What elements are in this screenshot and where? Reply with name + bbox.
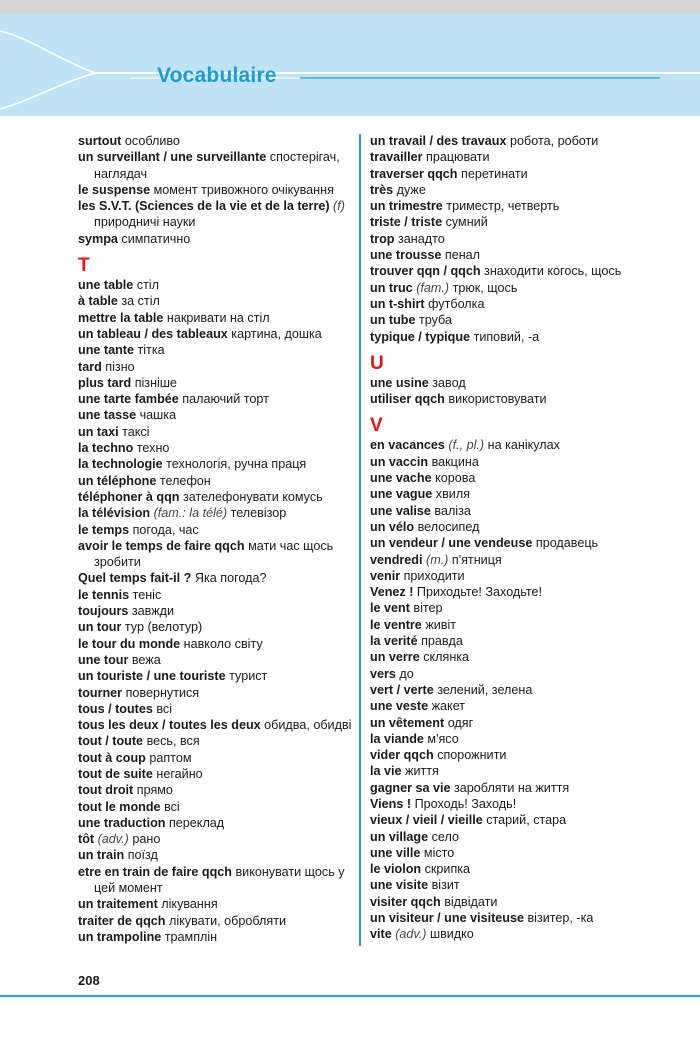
vocab-translation: негайно — [156, 766, 203, 781]
vocab-note: (adv.) — [395, 927, 427, 942]
vocab-entry — [78, 652, 356, 668]
vocab-entry — [370, 133, 670, 149]
vocab-term: trop — [370, 231, 395, 246]
vocab-entry — [78, 293, 356, 309]
footer-line — [0, 995, 700, 997]
vocab-entry — [370, 280, 670, 296]
vocab-entry — [78, 913, 356, 929]
vocab-translation: Проходь! Заходь! — [414, 796, 517, 811]
vocab-translation: правда — [421, 634, 463, 649]
vocab-translation: повернутися — [125, 685, 200, 700]
vocab-note: (fam.: la télé) — [153, 506, 228, 521]
vocab-translation: п'ятниця — [451, 552, 502, 567]
vocab-entry — [370, 666, 670, 682]
vocab-translation: заробляти на життя — [454, 780, 570, 795]
vocab-term: le ventre — [370, 617, 422, 632]
vocab-term: les S.V.T. (Sciences de la vie et de la terre) — [78, 199, 330, 214]
vocab-term: tard — [78, 359, 102, 374]
vocab-entry — [370, 796, 670, 812]
vocab-entry — [78, 489, 356, 505]
vocab-term: un tube — [370, 313, 416, 328]
vocab-translation: зелений, зелена — [437, 682, 533, 697]
vocab-entry — [78, 231, 356, 247]
vocab-translation: швидко — [429, 927, 474, 942]
vocab-entry — [78, 603, 356, 619]
vocab-entry — [78, 799, 356, 815]
vocab-entry — [370, 454, 670, 470]
vocab-translation: футболка — [428, 296, 485, 311]
vocab-term: gagner sa vie — [370, 780, 451, 795]
vocab-term: traverser qqch — [370, 166, 458, 181]
vocab-entry — [370, 698, 670, 714]
vocab-term: le temps — [78, 522, 130, 537]
vocab-translation: момент тривожного очікування — [153, 182, 334, 197]
vocab-term: en vacances — [370, 438, 445, 453]
vocab-entry — [78, 750, 356, 766]
vocab-translation: всі — [156, 701, 173, 716]
vocab-translation: одяг — [447, 715, 474, 730]
vocab-entry — [370, 829, 670, 845]
vocab-translation: на канікулах — [487, 438, 560, 453]
vocab-entry — [78, 133, 356, 149]
vocab-translation: всі — [164, 799, 180, 814]
vocab-translation: телевізор — [230, 506, 287, 521]
vocab-translation: візит — [431, 878, 460, 893]
vocab-term: un vaccin — [370, 454, 429, 469]
vocab-term: la vie — [370, 764, 402, 779]
vocab-entry — [78, 182, 356, 198]
vocab-entry — [370, 926, 670, 942]
vocab-translation: тітка — [137, 343, 165, 358]
vocab-translation: техно — [136, 441, 170, 456]
vocab-term: une valise — [370, 503, 431, 518]
vocab-term: un train — [78, 848, 125, 863]
vocabulary-column-right — [370, 133, 670, 943]
vocab-entry — [78, 733, 356, 749]
vocab-translation: пізно — [105, 359, 135, 374]
vocab-entry — [370, 715, 670, 731]
vocab-term: trouver qqn / qqch — [370, 264, 481, 279]
vocab-entry — [370, 568, 670, 584]
vocab-entry — [370, 296, 670, 312]
vocab-entry — [78, 847, 356, 863]
vocab-entry — [370, 470, 670, 486]
vocab-translation: вежа — [131, 652, 161, 667]
vocab-translation: технологія, ручна праця — [166, 457, 307, 472]
vocab-entry — [78, 636, 356, 652]
vocab-term: une traduction — [78, 815, 166, 830]
vocab-translation: триместр, четверть — [446, 199, 560, 214]
vocab-translation: вітер — [413, 601, 443, 616]
vocab-translation: прямо — [136, 783, 173, 798]
vocab-translation: м'ясо — [427, 731, 459, 746]
vocabulary-column-left — [78, 133, 356, 945]
vocab-entry — [78, 522, 356, 538]
vocab-term: un trampoline — [78, 929, 162, 944]
vocab-entry — [78, 766, 356, 782]
vocab-term: un trimestre — [370, 199, 443, 214]
vocab-term: typique / typique — [370, 329, 471, 344]
vocab-term: utiliser qqch — [370, 392, 445, 407]
vocab-note: (fam.) — [416, 280, 450, 295]
vocab-term: un vêtement — [370, 715, 445, 730]
vocab-term: un touriste / une touriste — [78, 669, 226, 684]
vocab-translation: весь, вся — [146, 734, 200, 749]
vocab-entry — [370, 894, 670, 910]
vocab-translation: зателефонувати комусь — [182, 489, 323, 504]
vocab-term: une tarte fambée — [78, 392, 179, 407]
vocab-entry — [78, 831, 356, 847]
vocab-term: une trousse — [370, 248, 442, 263]
vocab-term: un village — [370, 829, 429, 844]
vocab-entry — [370, 312, 670, 328]
vocab-translation: рано — [132, 832, 161, 847]
vocab-translation: переклад — [168, 815, 225, 830]
vocab-term: Venez ! — [370, 585, 414, 600]
vocab-term: un tableau / des tableaux — [78, 326, 228, 341]
vocab-term: un surveillant / une surveillante — [78, 150, 267, 165]
vocab-term: à table — [78, 294, 118, 309]
vocab-translation: Приходьте! Заходьте! — [416, 585, 542, 600]
vocab-translation: накривати на стіл — [166, 310, 270, 325]
vocab-entry — [370, 437, 670, 453]
vocab-entry — [370, 535, 670, 551]
vocab-term: travailler — [370, 150, 423, 165]
vocab-translation: Яка погода? — [194, 571, 267, 586]
vocab-note: (f., pl.) — [448, 438, 485, 453]
vocab-entry — [78, 505, 356, 521]
vocab-term: Quel temps fait-il ? — [78, 571, 192, 586]
vocab-term: sympa — [78, 231, 118, 246]
vocab-translation: живіт — [425, 617, 457, 632]
vocab-term: un truc — [370, 280, 413, 295]
top-strip — [0, 0, 700, 13]
vocab-entry — [78, 342, 356, 358]
vocab-translation: відвідати — [444, 894, 498, 909]
vocab-translation: трамплін — [164, 929, 218, 944]
vocab-entry — [78, 391, 356, 407]
vocab-term: un visiteur / une visiteuse — [370, 911, 524, 926]
vocab-term: un t-shirt — [370, 296, 425, 311]
vocab-term: une visite — [370, 878, 429, 893]
vocab-entry — [78, 782, 356, 798]
vocab-entry — [370, 780, 670, 796]
vocab-term: tout de suite — [78, 766, 153, 781]
vocab-entry — [78, 896, 356, 912]
vocab-term: venir — [370, 568, 401, 583]
vocab-entry — [370, 182, 670, 198]
vocab-translation: пізніше — [134, 375, 177, 390]
vocab-entry — [370, 391, 670, 407]
vocab-entry — [370, 600, 670, 616]
vocab-term: très — [370, 182, 394, 197]
vocab-term: un travail / des travaux — [370, 134, 507, 148]
vocab-entry — [78, 440, 356, 456]
vocab-entry — [78, 701, 356, 717]
vocab-term: une tante — [78, 343, 134, 358]
vocab-translation: поїзд — [127, 848, 158, 863]
vocab-translation: палаючий торт — [182, 392, 269, 407]
vocab-entry — [370, 861, 670, 877]
vocab-translation: перетинати — [461, 166, 528, 181]
vocab-term: une ville — [370, 845, 421, 860]
vocab-translation: труба — [418, 313, 452, 328]
vocab-entry — [78, 326, 356, 342]
vocab-translation: природничі науки — [94, 215, 196, 230]
vocab-entry — [78, 619, 356, 635]
vocab-translation: мати час щось зробити — [94, 538, 334, 570]
vocab-entry — [370, 486, 670, 502]
vocab-entry — [78, 685, 356, 701]
vocab-term: Viens ! — [370, 796, 412, 811]
vocab-translation: хвиля — [435, 487, 470, 502]
vocab-term: vider qqch — [370, 748, 434, 763]
vocab-translation: симпатично — [121, 231, 191, 246]
vocab-translation: місто — [423, 845, 455, 860]
vocab-entry — [78, 864, 356, 897]
vocab-translation: старий, стара — [486, 813, 567, 828]
vocab-translation: скрипка — [424, 862, 471, 877]
header-decoration — [0, 13, 700, 116]
vocab-translation: тур (велотур) — [124, 620, 203, 635]
vocab-entry — [370, 166, 670, 182]
vocab-translation: дуже — [396, 182, 426, 197]
vocab-entry — [370, 214, 670, 230]
vocab-entry — [370, 682, 670, 698]
vocab-term: une vache — [370, 471, 432, 486]
vocab-translation: знаходити когось, щось — [484, 264, 622, 279]
vocab-translation: життя — [405, 764, 439, 779]
vocab-entry — [78, 538, 356, 571]
vocab-translation: телефон — [159, 473, 211, 488]
vocab-entry — [370, 910, 670, 926]
vocab-term: un taxi — [78, 424, 119, 439]
vocab-entry — [370, 731, 670, 747]
vocab-note: (f) — [333, 199, 345, 214]
vocab-entry — [370, 375, 670, 391]
vocab-entry — [370, 763, 670, 779]
vocab-term: le violon — [370, 862, 422, 877]
vocab-translation: виконувати щось у цей момент — [94, 864, 345, 896]
vocab-term: tôt — [78, 832, 95, 847]
vocab-term: vieux / vieil / vieille — [370, 813, 483, 828]
vocab-entry — [78, 198, 356, 231]
vocab-term: un vélo — [370, 519, 415, 534]
vocab-translation: село — [431, 829, 459, 844]
vocab-translation: до — [399, 666, 414, 681]
vocab-term: téléphoner à qqn — [78, 489, 180, 504]
vocab-term: surtout — [78, 134, 122, 148]
vocab-term: mettre la table — [78, 310, 164, 325]
vocab-term: une tour — [78, 652, 129, 667]
vocab-term: un vendeur / une vendeuse — [370, 536, 533, 551]
vocab-translation: теніс — [132, 587, 162, 602]
vocab-entry — [370, 845, 670, 861]
vocab-entry — [78, 717, 356, 733]
vocab-translation: велосипед — [417, 519, 480, 534]
vocab-term: vers — [370, 666, 396, 681]
vocab-term: une table — [78, 278, 134, 293]
vocab-translation: склянка — [423, 650, 470, 665]
vocab-term: tout le monde — [78, 799, 161, 814]
vocab-entry — [370, 812, 670, 828]
vocab-entry — [370, 649, 670, 665]
page-number: 208 — [78, 973, 100, 988]
vocab-entry — [370, 503, 670, 519]
vocab-term: un traitement — [78, 897, 158, 912]
vocab-translation: пенал — [444, 248, 481, 263]
vocab-entry — [78, 815, 356, 831]
vocab-entry — [78, 587, 356, 603]
vocab-translation: сумний — [445, 215, 488, 230]
vocab-term: une tasse — [78, 408, 137, 423]
vocab-translation: занадто — [397, 231, 445, 246]
vocab-translation: продавець — [535, 536, 599, 551]
vocab-term: une usine — [370, 375, 429, 390]
vocab-translation: робота, роботи — [510, 134, 599, 148]
vocab-translation: чашка — [139, 408, 177, 423]
vocab-translation: візитер, -ка — [527, 911, 594, 926]
vocab-translation: типовий, -а — [473, 329, 540, 344]
vocab-translation: корова — [435, 471, 476, 486]
vocab-term: la télévision — [78, 506, 151, 521]
vocab-translation: приходити — [403, 568, 465, 583]
vocab-translation: жакет — [431, 699, 466, 714]
vocab-term: le suspense — [78, 182, 151, 197]
vocab-entry — [78, 473, 356, 489]
vocab-translation: турист — [229, 669, 268, 684]
vocab-translation: працювати — [426, 150, 490, 165]
column-divider — [359, 134, 361, 946]
vocab-term: vert / verte — [370, 682, 434, 697]
vocab-term: tout à coup — [78, 750, 146, 765]
vocab-term: une vague — [370, 487, 433, 502]
vocab-translation: картина, дошка — [231, 326, 322, 341]
vocab-term: vendredi — [370, 552, 423, 567]
vocab-term: tout / toute — [78, 734, 144, 749]
vocab-entry — [78, 407, 356, 423]
vocab-entry — [78, 570, 356, 586]
vocab-entry — [78, 310, 356, 326]
vocab-translation: погода, час — [132, 522, 199, 537]
vocab-translation: спорожнити — [437, 748, 507, 763]
vocab-translation: обидва, обидві — [264, 718, 352, 733]
vocab-term: le vent — [370, 601, 410, 616]
page-title: Vocabulaire — [157, 64, 277, 87]
vocab-entry — [370, 329, 670, 345]
vocab-entry — [370, 198, 670, 214]
vocab-term: tous les deux / toutes les deux — [78, 718, 261, 733]
vocab-entry — [370, 149, 670, 165]
vocab-translation: лікування — [161, 897, 218, 912]
vocab-entry — [370, 633, 670, 649]
vocab-entry — [78, 375, 356, 391]
vocab-translation: трюк, щось — [452, 280, 518, 295]
vocab-term: tourner — [78, 685, 123, 700]
vocab-translation: вакцина — [431, 454, 479, 469]
vocab-term: tout droit — [78, 783, 134, 798]
vocab-entry — [78, 668, 356, 684]
vocab-entry — [370, 584, 670, 600]
vocab-term: vite — [370, 927, 392, 942]
vocab-translation: лікувати, обробляти — [168, 913, 286, 928]
vocab-entry — [78, 424, 356, 440]
vocab-term: toujours — [78, 604, 129, 619]
vocab-note: (m.) — [426, 552, 449, 567]
vocab-entry — [370, 231, 670, 247]
vocab-entry — [370, 263, 670, 279]
vocab-term: tous / toutes — [78, 701, 153, 716]
vocab-translation: таксі — [122, 424, 150, 439]
vocab-term: une veste — [370, 699, 429, 714]
section-letter: V — [370, 415, 383, 437]
vocab-entry — [78, 149, 356, 182]
vocab-term: traiter de qqch — [78, 913, 166, 928]
vocab-translation: раптом — [149, 750, 192, 765]
vocab-term: un verre — [370, 650, 420, 665]
vocab-translation: стіл — [136, 278, 160, 293]
vocab-term: le tour du monde — [78, 636, 181, 651]
vocab-translation: валіза — [434, 503, 471, 518]
vocab-entry — [370, 747, 670, 763]
vocab-translation: використовувати — [448, 392, 547, 407]
vocab-entry — [370, 877, 670, 893]
vocab-term: la techno — [78, 441, 134, 456]
vocab-term: le tennis — [78, 587, 130, 602]
vocab-term: la viande — [370, 731, 424, 746]
section-letter: T — [78, 255, 90, 277]
vocab-term: plus tard — [78, 375, 132, 390]
vocab-entry — [370, 519, 670, 535]
vocab-entry — [370, 617, 670, 633]
vocab-note: (adv.) — [97, 832, 129, 847]
vocab-translation: за стіл — [121, 294, 160, 309]
vocab-translation: навколо світу — [183, 636, 263, 651]
vocab-translation: завжди — [131, 604, 175, 619]
vocab-term: etre en train de faire qqch — [78, 864, 232, 879]
vocab-term: la technologie — [78, 457, 163, 472]
vocab-entry — [370, 247, 670, 263]
vocab-term: la verité — [370, 634, 418, 649]
vocab-translation: особливо — [124, 134, 180, 148]
vocab-entry — [78, 456, 356, 472]
vocab-translation: завод — [432, 375, 466, 390]
vocab-term: un téléphone — [78, 473, 157, 488]
vocab-term: un tour — [78, 620, 122, 635]
vocab-translation: спостерігач, наглядач — [94, 150, 340, 181]
vocab-entry — [78, 359, 356, 375]
vocab-term: triste / triste — [370, 215, 443, 230]
vocab-entry — [78, 929, 356, 945]
vocab-term: avoir le temps de faire qqch — [78, 538, 245, 553]
section-letter: U — [370, 352, 384, 374]
vocab-entry — [78, 277, 356, 293]
vocab-term: visiter qqch — [370, 894, 441, 909]
vocab-entry — [370, 552, 670, 568]
